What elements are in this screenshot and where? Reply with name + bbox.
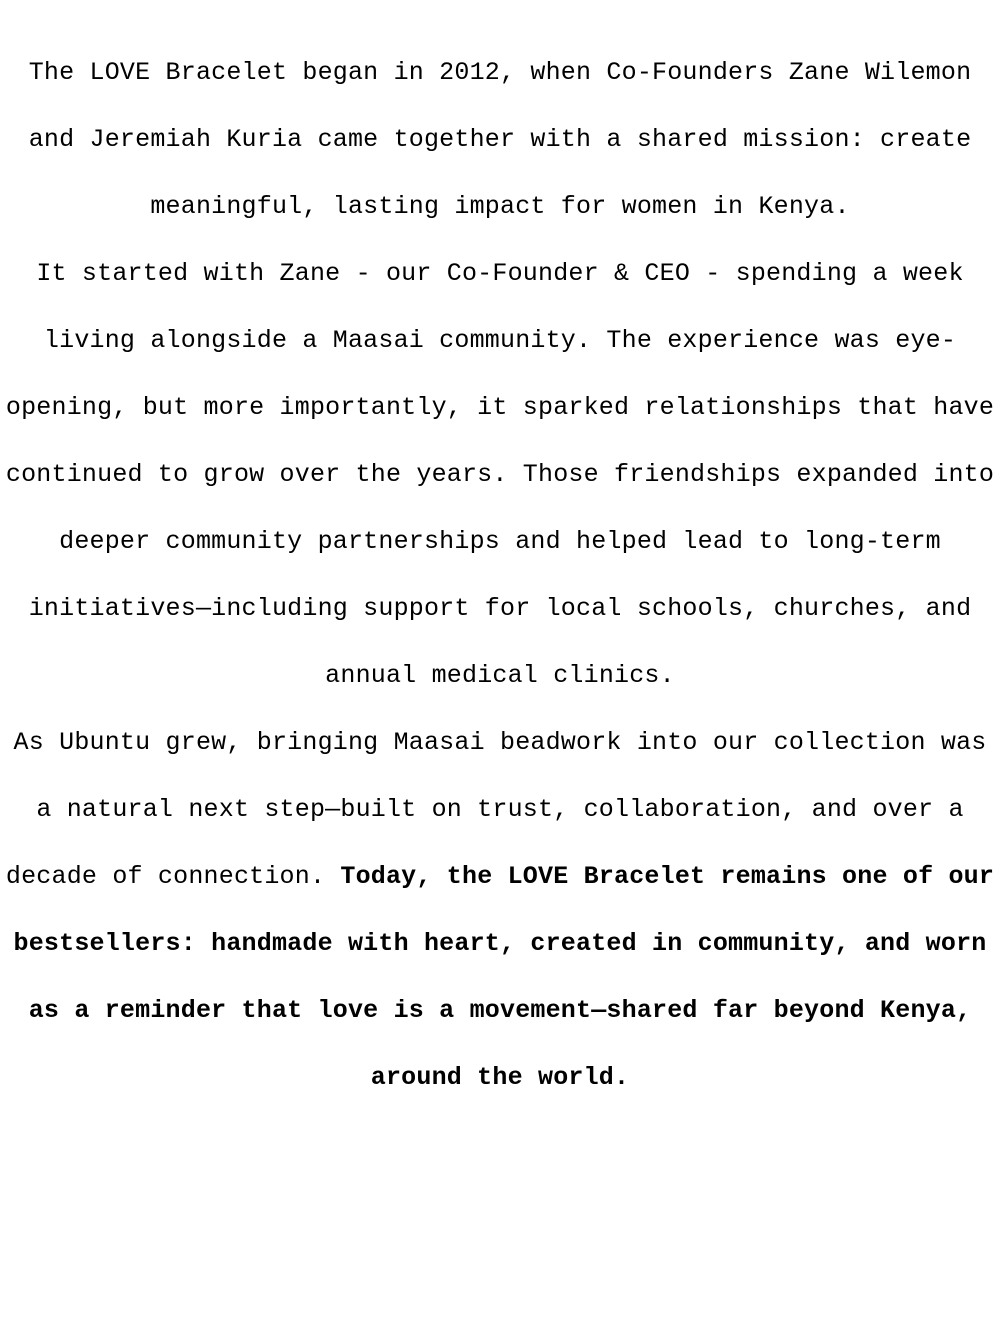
story-paragraph-origin: The LOVE Bracelet began in 2012, when Co-Founders Zane Wilemon and Jeremiah Kuria came together with a shared mission: create meaningful, lasting impact for women in Kenya.: [28, 58, 972, 221]
story-paragraph-today-bold: Today, the LOVE Bracelet remains one of our bestsellers: handmade with heart, created in community, and worn as a reminder that love is a movement—shared far beyond Kenya, around the world.: [13, 862, 995, 1092]
story-paragraph-today: [0, 709, 1000, 1111]
story-paragraph-today-regular: As Ubuntu grew, bringing Maasai beadwork into our collection was a natural next step—built on trust, collaboration, and over a decade of connection.: [5, 728, 987, 891]
story-paragraph-community: It started with Zane - our Co-Founder & CEO - spending a week living alongside a Maasai community. The experience was eye-opening, but more importantly, it sparked relationships that have continued to grow over the years. Those friendships expanded into deeper community partnerships and helped lead to long-term initiatives—including support for local schools, churches, and annual medical clinics.: [5, 259, 995, 690]
